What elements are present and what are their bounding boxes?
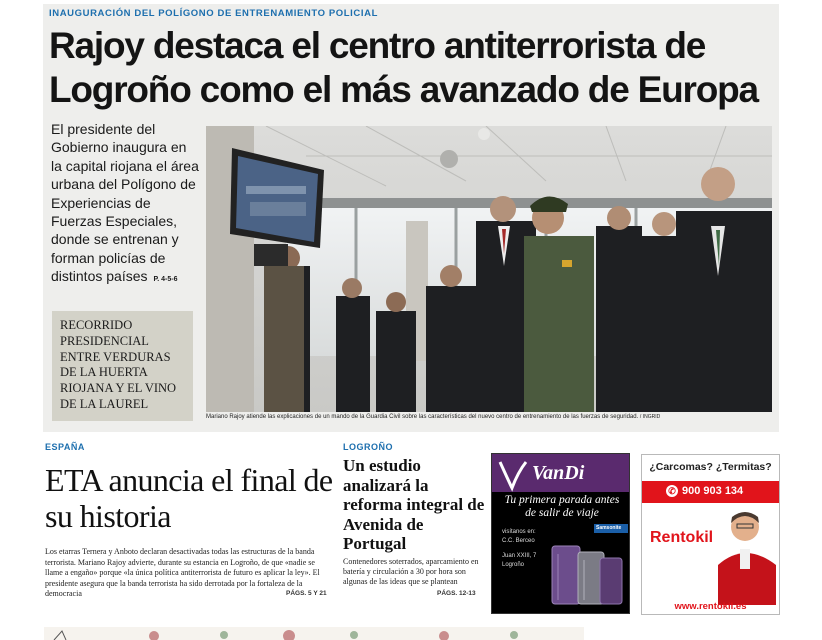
vandi-address [502,528,536,570]
rentokil-logo: Rentokil [650,529,714,546]
samsonite-label: Samsonite [596,525,622,531]
rentokil-question: ¿Carcomas? ¿Termitas? [649,461,772,473]
page-reference: P. 4-5-6 [153,276,178,284]
section-label-logrono: LOGROÑO [343,442,393,452]
photo-credit: / INGRID [639,414,661,420]
eta-headline[interactable]: ETA anuncia el final de su historia [45,462,333,534]
story-kicker: INAUGURACIÓN DEL POLÍGONO DE ENTRENAMIENTO POLICIAL [49,8,378,19]
eta-body-text: Los etarras Ternera y Anboto declaran desactivadas todas las estructuras de la banda terrorista. Mariano Rajoy advierte, durante su estancia en Logroño, de que «nadie se llame a engaño» porque «la única política antiterrorista de futuro es aplicar la ley». El presidente asegura que la banda terrorista ha sido derrotada por la fortaleza de la democracia [45,547,320,599]
rentokil-website[interactable]: www.rentokil.es [674,601,747,612]
photo-caption [206,414,772,420]
boxout-teaser[interactable] [52,311,193,421]
section-label-espana: ESPAÑA [45,442,85,452]
floral-pattern [44,627,584,640]
story-lede [51,120,201,290]
bottom-floral-strip [44,627,584,640]
vandi-brand: VanDi [532,462,585,484]
vandi-address-2: Juan XXIII, 7 [502,553,537,559]
vandi-tagline: Tu primera parada antes de salir de viaje [504,494,620,519]
logrono-body-text: Contenedores soterrados, aparcamiento en batería y circulación a 30 por hora son algunas de las ideas que se plantean [343,557,479,587]
rentokil-advertisement[interactable] [641,454,780,615]
vandi-city: Logroño [502,562,525,568]
headline-line-1: Rajoy destaca el centro antiterrorista de [49,25,706,66]
logrono-headline[interactable]: Un estudio analizará la reforma integral de Avenida de Portugal [343,456,485,553]
vandi-visit-label: visítanos en: [502,529,536,535]
lede-text: El presidente del Gobierno inaugura en la capital riojana el área urbana del Polígono de Experiencias de Fuerzas Especiales, donde se entrenan y forman policías de distintos países [51,121,199,285]
caption-text: Mariano Rajoy atiende las explicaciones de un mando de la Guardia Civil sobre las características del nuevo centro de entrenamiento de las fuerzas de seguridad. [206,414,639,420]
press-photo-illustration [206,126,772,412]
vandi-address-1: C.C. Berceo [502,538,535,544]
main-headline[interactable] [49,24,775,112]
headline-line-2: Logroño como el más avanzado de Europa [49,69,758,110]
rentokil-technician-illustration [642,505,779,605]
eta-page-reference: PÁGS. 5 Y 21 [286,590,327,597]
phone-icon: ✆ [666,485,678,497]
boxout-text: RECORRIDO PRESIDENCIAL ENTRE VERDURAS DE LA HUERTA RIOJANA Y EL VINO DE LA LAUREL [60,318,177,411]
rentokil-phone: 900 903 134 [682,485,744,497]
vandi-advertisement[interactable] [491,453,630,614]
logrono-page-reference: PÁGS. 12-13 [437,590,476,597]
main-photo [206,126,772,412]
